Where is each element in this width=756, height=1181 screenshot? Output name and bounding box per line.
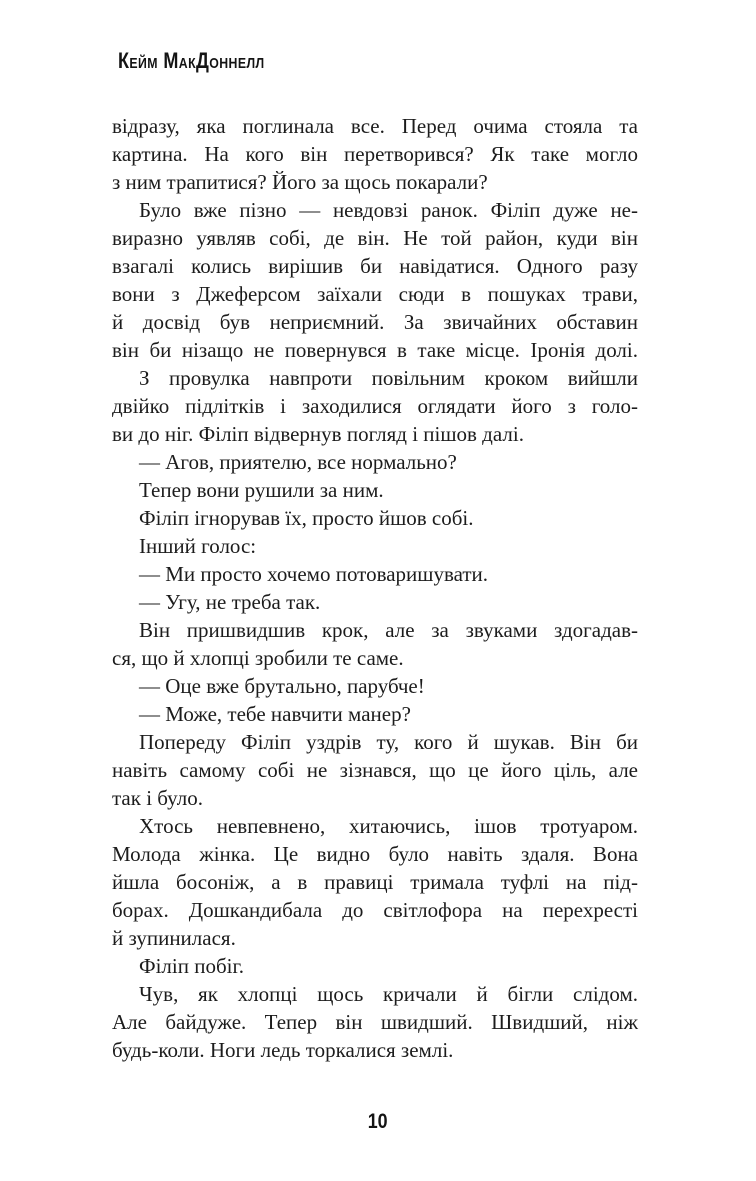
text-line: — Оце вже брутально, парубче!	[139, 674, 425, 698]
text-line: Молода жінка. Це видно було навіть здаля. Вона	[112, 842, 638, 866]
text-line: виразно уявляв собі, де він. Не той район, куди він	[112, 226, 638, 250]
text-line: Було вже пізно — невдовзі ранок. Філіп дуже не-	[139, 198, 638, 222]
text-line: так і було.	[112, 786, 203, 810]
text-line: з ним трапитися? Його за щось покарали?	[112, 170, 488, 194]
text-line: навіть самому собі не зізнався, що це його ціль, але	[112, 758, 638, 782]
text-line: Але байдуже. Тепер він швидший. Швидший, ніж	[112, 1010, 638, 1034]
text-line: — Угу, не треба так.	[139, 590, 321, 614]
text-line: взагалі колись вирішив би навідатися. Одного разу	[112, 254, 638, 278]
text-line: — Ми просто хочемо потоваришувати.	[139, 562, 489, 586]
text-line: Чув, як хлопці щось кричали й бігли слідом.	[139, 982, 638, 1006]
text-line: йшла босоніж, а в правиці тримала туфлі на під-	[112, 870, 638, 894]
text-line: З провулка навпроти повільним кроком вийшли	[139, 366, 638, 390]
body-text	[112, 112, 638, 1064]
text-line: борах. Дошкандибала до світлофора на перехресті	[112, 898, 638, 922]
text-line: й зупинилася.	[112, 926, 236, 950]
running-header-author: Кейм МакДоннелл	[118, 48, 265, 73]
text-line: ви до ніг. Філіп відвернув погляд і пішов далі.	[112, 422, 524, 446]
text-line: будь-коли. Ноги ледь торкалися землі.	[112, 1038, 454, 1062]
text-line: картина. На кого він перетворився? Як таке могло	[112, 142, 638, 166]
text-line: Попереду Філіп уздрів ту, кого й шукав. Він би	[139, 730, 638, 754]
text-line: Інший голос:	[139, 534, 257, 558]
text-line: відразу, яка поглинала все. Перед очима стояла та	[112, 114, 638, 138]
page-number-container	[0, 1110, 756, 1134]
text-line: Філіп побіг.	[139, 954, 244, 978]
text-line: двійко підлітків і заходилися оглядати його з голо-	[112, 394, 638, 418]
text-line: — Може, тебе навчити манер?	[139, 702, 411, 726]
text-line: Тепер вони рушили за ним.	[139, 478, 384, 502]
page-number: 10	[368, 1110, 388, 1133]
text-line: Він пришвидшив крок, але за звуками здогадав-	[139, 618, 638, 642]
text-line: ся, що й хлопці зробили те саме.	[112, 646, 404, 670]
text-line: й досвід був неприємний. За звичайних обставин	[112, 310, 638, 334]
text-line: він би нізащо не повернувся в таке місце. Іронія долі.	[112, 338, 638, 362]
text-line: Хтось невпевнено, хитаючись, ішов тротуаром.	[139, 814, 638, 838]
text-line: Філіп ігнорував їх, просто йшов собі.	[139, 506, 474, 530]
text-line: — Агов, приятелю, все нормально?	[139, 450, 457, 474]
text-line: вони з Джеферсом заїхали сюди в пошуках трави,	[112, 282, 638, 306]
